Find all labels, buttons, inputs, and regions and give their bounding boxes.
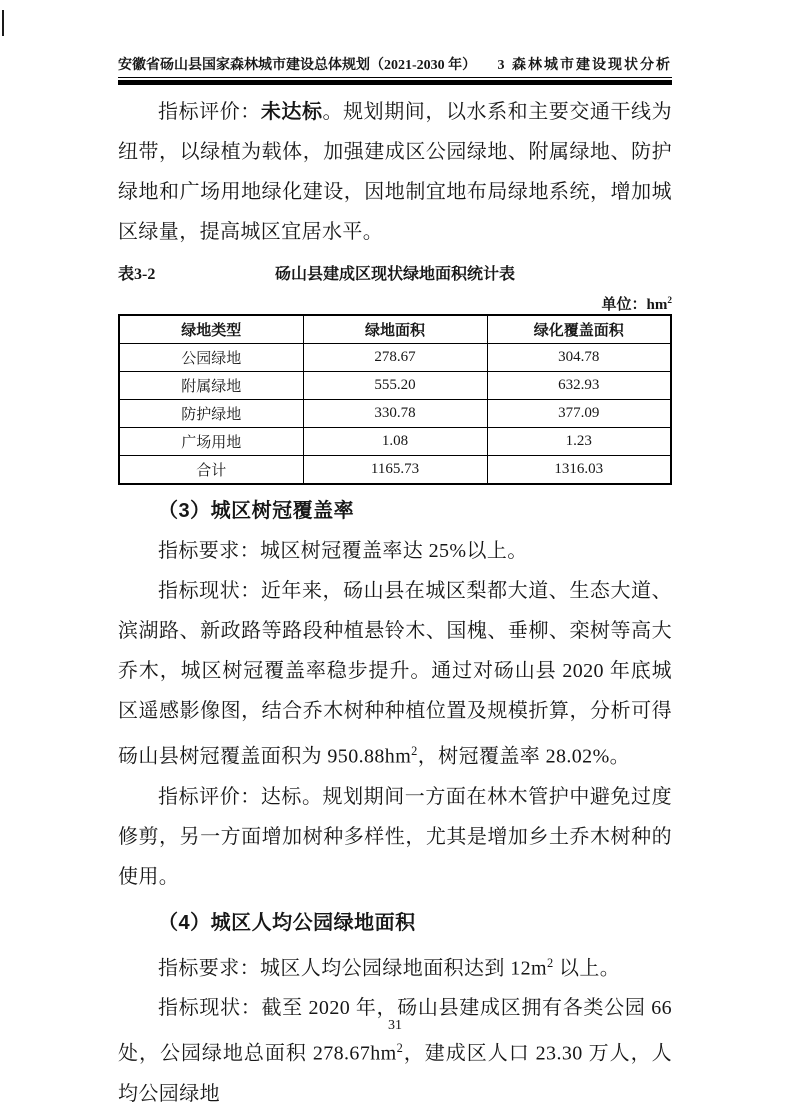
unit-label: 单位： (601, 297, 647, 313)
header-rule-thick (118, 80, 672, 85)
column-header-green-area: 绿地面积 (303, 315, 487, 344)
cell-green-area: 1.08 (303, 428, 487, 456)
table-caption-label: 表3-2 (118, 266, 156, 283)
cell-green-type: 合计 (119, 456, 303, 485)
section-heading-tree-canopy: （3）城区树冠覆盖率 (158, 500, 355, 522)
cell-green-area: 330.78 (303, 400, 487, 428)
header-document-title: 安徽省砀山县国家森林城市建设总体规划（2021-2030 年） (118, 58, 477, 73)
table-row (119, 400, 671, 428)
table-caption-title: 砀山县建成区现状绿地面积统计表 (274, 266, 515, 283)
cell-green-area: 278.67 (303, 344, 487, 372)
eval-rest: 。规划期间，以水系和主要交通干线为纽带，以绿植为载体，加强建成区公园绿地、附属绿地、防护绿地和广场用地绿化建设，因地制宜地布局绿地系统，增加城区绿量，提高城区宜居水平。 (118, 101, 673, 243)
paragraph-tree-evaluation: 指标评价：达标。规划期间一方面在林木管护中避免过度修剪，另一方面增加树种多样性，尤其是增加乡土乔木树种的使用。 (118, 785, 672, 888)
cell-green-type: 公园绿地 (119, 344, 303, 372)
cell-coverage-area: 1316.03 (487, 456, 671, 485)
tree-status-superscript: 2 (411, 744, 418, 758)
table-row (119, 428, 671, 456)
eval-label: 指标评价： (158, 101, 261, 123)
cell-coverage-area: 377.09 (487, 400, 671, 428)
unit-value: hm (646, 297, 668, 313)
column-header-coverage-area: 绿化覆盖面积 (487, 315, 671, 344)
cell-green-type: 附属绿地 (119, 372, 303, 400)
park-req-superscript: 2 (546, 955, 554, 970)
eval-verdict-unmet: 未达标 (260, 101, 323, 123)
table-row (119, 344, 671, 372)
park-status-superscript: 2 (396, 1041, 404, 1056)
header-chapter-title: 3 森林城市建设现状分析 (497, 58, 672, 73)
park-status-text-end: ，建成区人口 23.30 万人，人均公园绿地 (118, 1042, 672, 1105)
cell-green-area: 555.20 (303, 372, 487, 400)
cell-green-area: 1165.73 (303, 456, 487, 485)
tree-status-text: 指标现状：近年来，砀山县在城区梨都大道、生态大道、滨湖路、新政路等路段种植悬铃木、国槐、垂柳、栾树等高大乔木，城区树冠覆盖率稳步提升。通过对砀山县 2020 年底城区遥感影像图，结合乔木树种种植位置及规模折算，分析可得砀山县树冠覆盖面积为 950.88hm (118, 580, 672, 768)
scan-artifact-mark (2, 10, 4, 36)
table-unit-note (118, 288, 672, 314)
section-heading-park-area: （4）城区人均公园绿地面积 (158, 911, 416, 934)
cell-green-type: 防护绿地 (119, 400, 303, 428)
park-req-text-end: 以上。 (553, 957, 621, 980)
page-content (118, 92, 672, 1114)
page-header (118, 54, 672, 74)
paragraph-indicator-evaluation-unmet (118, 92, 672, 252)
cell-coverage-area: 304.78 (487, 344, 671, 372)
header-rule-thin (118, 77, 672, 78)
unit-superscript: 2 (667, 296, 672, 306)
green-area-statistics-table (118, 314, 672, 485)
table-header-row (119, 315, 671, 344)
cell-coverage-area: 632.93 (487, 372, 671, 400)
paragraph-park-requirement (118, 943, 672, 989)
cell-green-type: 广场用地 (119, 428, 303, 456)
table-row (119, 372, 671, 400)
paragraph-tree-status (118, 571, 672, 777)
paragraph-tree-requirement: 指标要求：城区树冠覆盖率达 25%以上。 (158, 540, 528, 562)
table-row-total (119, 456, 671, 485)
table-caption (118, 262, 672, 288)
park-req-text: 指标要求：城区人均公园绿地面积达到 12m (158, 957, 547, 980)
page-number: 31 (388, 1018, 402, 1033)
paragraph-park-status (118, 988, 672, 1114)
park-status-text: 指标现状：截至 2020 年，砀山县建成区拥有各类公园 66 处，公园绿地总面积 278.67hm (118, 997, 672, 1065)
cell-coverage-area: 1.23 (487, 428, 671, 456)
column-header-green-type: 绿地类型 (119, 315, 303, 344)
tree-status-text-end: ，树冠覆盖率 28.02%。 (417, 745, 631, 768)
